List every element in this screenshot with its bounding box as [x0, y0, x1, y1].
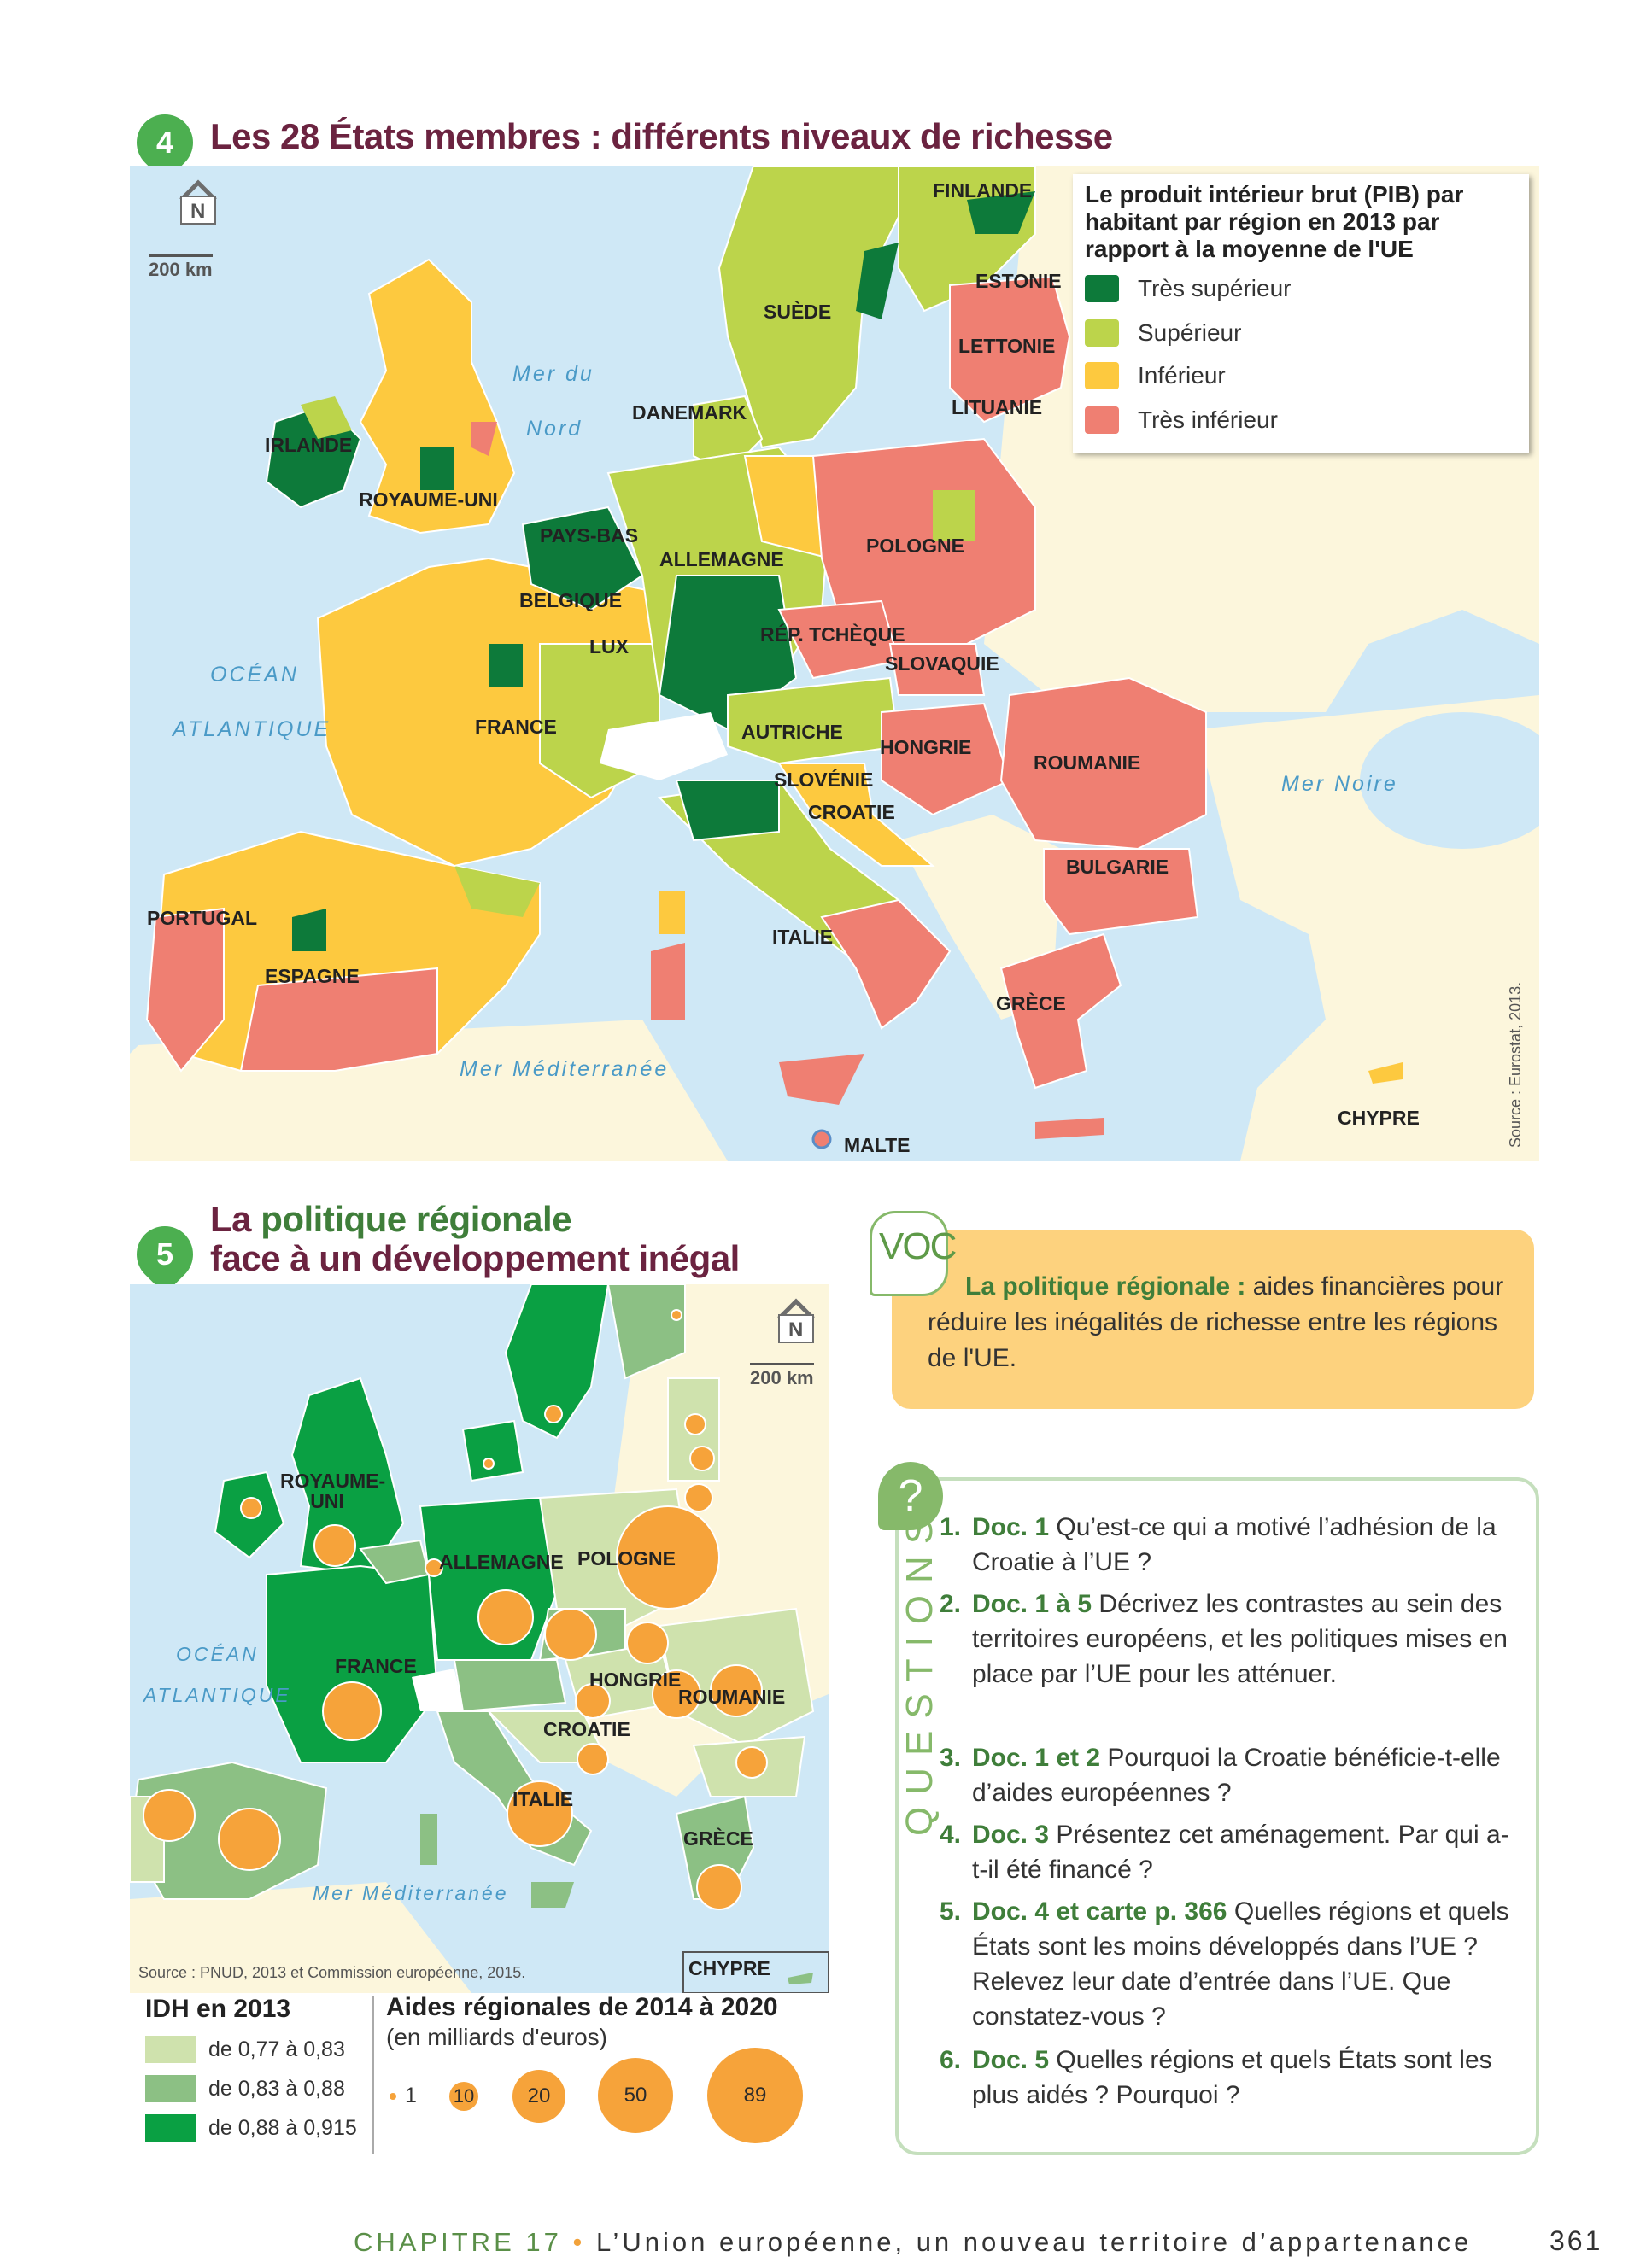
- sea-mer-noire: Mer Noire: [1281, 772, 1398, 796]
- label5-allemagne: ALLEMAGNE: [439, 1551, 564, 1573]
- malte-marker: [813, 1131, 830, 1148]
- aid-size-1-dot: [390, 2093, 396, 2100]
- question-2: 2. Doc. 1 à 5 Décrivez les contrastes au sein des territoires européens, et les politiques mises en place par l’UE pour les atténuer.: [940, 1590, 1508, 1688]
- doc5-title-line2: face à un développement inégal: [210, 1238, 740, 1278]
- aid-circle-denmark: [483, 1458, 494, 1469]
- doc4-title: Les 28 États membres : différents niveaux de richesse: [210, 116, 1113, 156]
- sea5-mediterranee: Mer Méditerranée: [313, 1882, 509, 1904]
- label5-grece: GRÈCE: [683, 1827, 753, 1850]
- footer-chapter: CHAPITRE 17: [354, 2227, 562, 2257]
- idh-sardinia: [420, 1814, 437, 1865]
- idh-legend-title: IDH en 2013: [145, 1995, 291, 2023]
- question-5: 5. Doc. 4 et carte p. 366 Quelles régions et quels États sont les moins développés dans l’UE ? Relevez leur date d’entrée dans l’UE. Que constatez-vous ?: [940, 1897, 1509, 2031]
- label-lettonie: LETTONIE: [958, 335, 1056, 357]
- label-autriche: AUTRICHE: [741, 721, 843, 743]
- aid-circle-uk: [314, 1525, 355, 1566]
- aid-circle-latvia: [690, 1447, 714, 1470]
- legend-item-tres-inferieur: Très inférieur: [1085, 406, 1278, 434]
- region-corse: [659, 891, 685, 934]
- doc5-scale: 200 km: [750, 1363, 814, 1389]
- label-allemagne: ALLEMAGNE: [659, 548, 784, 570]
- idh-label-3: de 0,88 à 0,915: [208, 2116, 357, 2140]
- label-slovaquie: SLOVAQUIE: [885, 652, 999, 675]
- label5-france: FRANCE: [335, 1655, 417, 1677]
- aid-circle-germany: [478, 1590, 533, 1645]
- aid-circle-finland: [671, 1310, 682, 1320]
- aid-circle-bulgaria: [736, 1747, 767, 1778]
- region-crete: [1035, 1118, 1104, 1139]
- region-hongrie: [882, 704, 1010, 815]
- label-france: FRANCE: [475, 716, 557, 738]
- label5-croatie: CROATIE: [543, 1718, 630, 1740]
- doc4-number-badge: 4: [125, 102, 204, 182]
- footer-title: L’Union européenne, un nouveau territoire d’appartenance: [595, 2227, 1473, 2257]
- label-pays-bas: PAYS-BAS: [540, 524, 639, 547]
- label-roumanie: ROUMANIE: [1034, 751, 1141, 774]
- label-danemark: DANEMARK: [632, 401, 747, 424]
- question-4: 4. Doc. 3 Présentez cet aménagement. Par qui a-t-il été financé ?: [940, 1821, 1509, 1884]
- aid-circle-greece: [697, 1865, 741, 1909]
- page-footer: [354, 2227, 1472, 2258]
- label-espagne: ESPAGNE: [265, 965, 360, 987]
- aid-size-50: 50: [598, 2058, 673, 2133]
- label-italie: ITALIE: [772, 926, 834, 948]
- idh-austria: [454, 1660, 565, 1711]
- label5-chypre: CHYPRE: [688, 1957, 770, 1979]
- aid-size-1-label: 1: [405, 2084, 417, 2107]
- label-royaume-uni: ROYAUME-UNI: [359, 488, 498, 511]
- question-6: 6. Doc. 5 Quelles régions et quels États sont les plus aidés ? Pourquoi ?: [940, 2046, 1492, 2109]
- label-finlande: FINLANDE: [933, 179, 1033, 202]
- page-number: 361: [1549, 2225, 1603, 2256]
- idh-swatch-2: [145, 2075, 196, 2102]
- idh-label-2: de 0,83 à 0,88: [208, 2077, 345, 2101]
- label-bulgarie: BULGARIE: [1066, 856, 1169, 878]
- aid-circle-ireland: [241, 1498, 261, 1518]
- label-grece: GRÈCE: [996, 992, 1066, 1014]
- aid-size-10: 10: [449, 2082, 478, 2111]
- aid-circle-croatia: [577, 1744, 608, 1774]
- region-sicile: [779, 1054, 864, 1105]
- idh-sicily: [531, 1882, 574, 1908]
- aid-circle-spain: [219, 1809, 280, 1870]
- aid-circle-slovakia: [627, 1622, 668, 1663]
- label-pologne: POLOGNE: [866, 535, 965, 557]
- idh-label-1: de 0,77 à 0,83: [208, 2037, 345, 2061]
- sea-mediterranee: Mer Méditerranée: [460, 1057, 670, 1081]
- sea5-ocean: OCÉAN: [176, 1643, 259, 1665]
- label-belgique: BELGIQUE: [519, 589, 623, 611]
- doc4-north-label: N: [190, 200, 206, 223]
- sea-atlantique: ATLANTIQUE: [173, 717, 331, 741]
- legend-item-tres-superieur: Très supérieur: [1085, 275, 1291, 302]
- label5-pologne: POLOGNE: [577, 1547, 676, 1569]
- label5-italie: ITALIE: [512, 1788, 574, 1810]
- question-1: 1. Doc. 1 Qu’est-ce qui a motivé l’adhésion de la Croatie à l’UE ?: [940, 1513, 1496, 1576]
- label-slovenie: SLOVÉNIE: [774, 769, 874, 791]
- doc5-number-badge: 5: [125, 1214, 204, 1294]
- aid-legend-title: Aides régionales de 2014 à 2020: [386, 1993, 778, 2021]
- aid-legend-sub: (en milliards d'euros): [386, 2024, 607, 2050]
- doc4-scale: 200 km: [149, 254, 213, 281]
- region-italy-north: [676, 780, 779, 840]
- label5-royaume-uni: ROYAUME-UNI: [280, 1470, 386, 1512]
- doc4-legend: [1073, 174, 1529, 453]
- region-sardaigne: [651, 943, 685, 1020]
- idh-denmark: [463, 1421, 523, 1481]
- idh-swatch-3: [145, 2114, 196, 2142]
- aid-circle-estonia: [685, 1414, 706, 1435]
- region-italy-south: [822, 900, 950, 1028]
- region-london: [420, 447, 454, 490]
- aid-circle-lithuania: [685, 1484, 712, 1511]
- label-lituanie: LITUANIE: [952, 396, 1043, 418]
- voc-tag: VOC: [870, 1211, 948, 1296]
- label-portugal: PORTUGAL: [147, 907, 258, 929]
- sea-ocean: OCÉAN: [210, 663, 299, 687]
- label-estonie: ESTONIE: [975, 270, 1062, 292]
- aid-circle-czech: [545, 1609, 596, 1660]
- label-malte: MALTE: [844, 1134, 911, 1156]
- region-ile-de-france: [489, 644, 523, 687]
- region-warsaw: [933, 490, 975, 541]
- label-lux: LUX: [589, 635, 629, 658]
- questions-vertical-label: QUESTIONS: [899, 1506, 940, 1836]
- footer-bullet: •: [572, 2227, 586, 2257]
- doc5-source: Source : PNUD, 2013 et Commission européenne, 2015.: [138, 1964, 526, 1981]
- doc5-north-label: N: [788, 1318, 804, 1342]
- sea5-atlantique: ATLANTIQUE: [144, 1684, 291, 1706]
- doc4-source: Source : Eurostat, 2013.: [1507, 981, 1524, 1148]
- sea-nord: Nord: [526, 417, 583, 441]
- label-croatie: CROATIE: [808, 801, 895, 823]
- doc4-legend-title: Le produit intérieur brut (PIB) par habitant par région en 2013 par rapport à la moyenne de l'UE: [1085, 181, 1464, 262]
- question-mark-icon: ?: [878, 1462, 943, 1530]
- legend-item-inferieur: Inférieur: [1085, 362, 1226, 389]
- sea-mer-du: Mer du: [512, 362, 594, 386]
- label5-roumanie: ROUMANIE: [678, 1686, 786, 1708]
- aid-circle-sweden: [545, 1406, 562, 1423]
- aid-size-89: 89: [707, 2048, 803, 2143]
- label-suede: SUÈDE: [764, 301, 832, 323]
- aid-size-20: 20: [512, 2070, 565, 2123]
- label-rep-tcheque: RÉP. TCHÈQUE: [760, 623, 905, 646]
- voc-definition: La politique régionale : aides financières pour réduire les inégalités de richesse entre les régions de l'UE.: [928, 1272, 1504, 1372]
- legend-divider: [372, 1996, 374, 2154]
- question-3: 3. Doc. 1 et 2 Pourquoi la Croatie bénéficie-t-elle d’aides européennes ?: [940, 1744, 1501, 1807]
- label-irlande: IRLANDE: [265, 434, 353, 456]
- idh-swatch-1: [145, 2036, 196, 2063]
- doc5-title-line1: La politique régionale: [210, 1199, 572, 1239]
- label5-hongrie: HONGRIE: [589, 1669, 682, 1691]
- aid-circle-portugal: [144, 1790, 195, 1841]
- label-hongrie: HONGRIE: [880, 736, 972, 758]
- legend-item-superieur: Supérieur: [1085, 319, 1241, 347]
- aid-circle-france: [323, 1682, 381, 1740]
- label-chypre: CHYPRE: [1338, 1107, 1420, 1129]
